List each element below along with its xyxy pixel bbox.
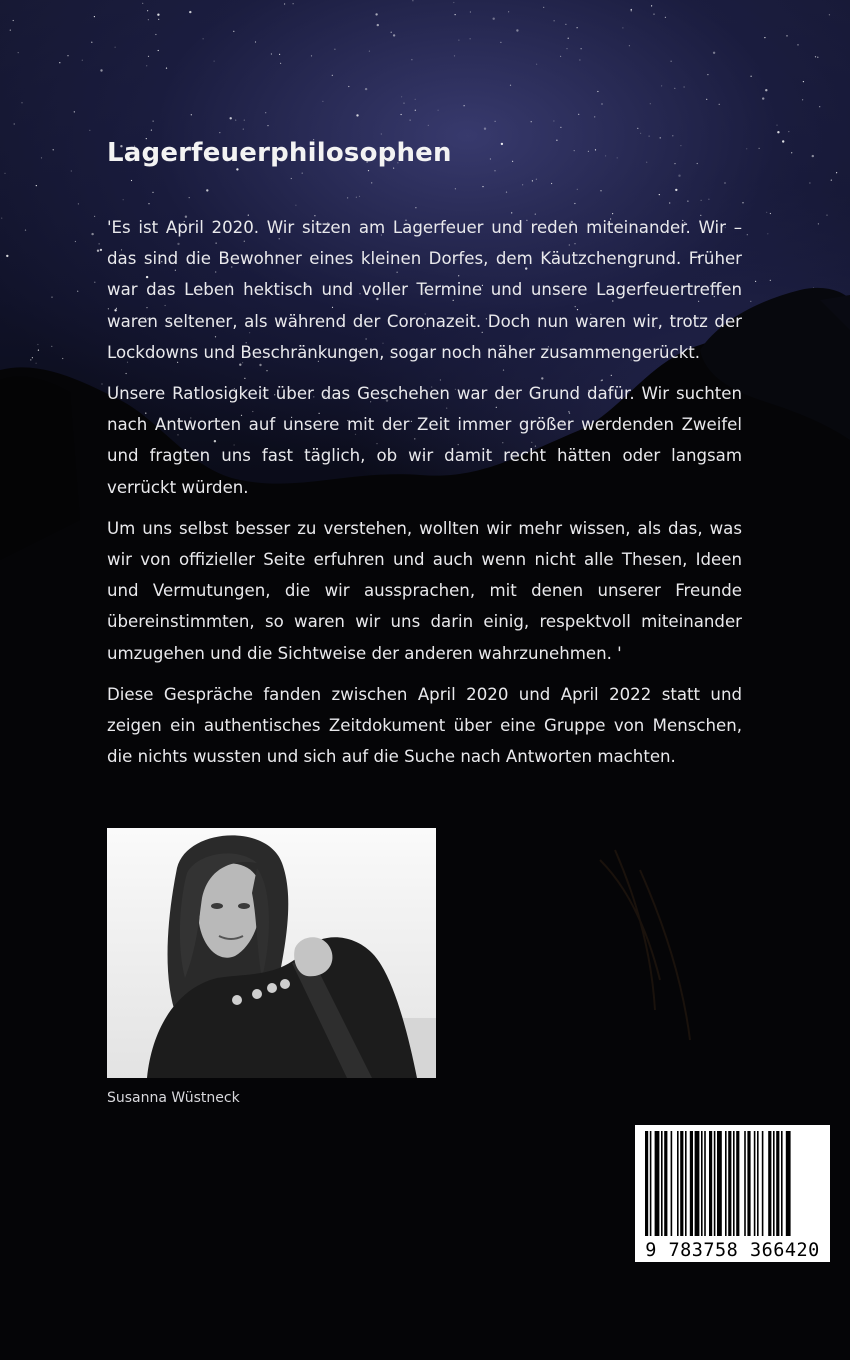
barcode [635,1125,830,1262]
barcode-bar [717,1131,722,1236]
isbn-number: 9 783758 366420 [645,1240,820,1261]
barcode-bar [725,1131,727,1236]
barcode-bar [776,1131,779,1236]
blurb-paragraph-2: Unsere Ratlosigkeit über das Geschehen war der Grund dafür. Wir suchten nach Antworten auf unsere mit der Zeit immer größer werdenden Zweifel und fragten uns fast täglich, ob wir damit recht hätten oder langsam verrückt würden. [107,384,742,497]
barcode-bar [664,1131,667,1236]
barcode-bar [680,1131,683,1236]
blurb-paragraph-3: Um uns selbst besser zu verstehen, wollten wir mehr wissen, als das, was wir von offizieller Seite erfuhren und auch wenn nicht alle Thesen, Ideen und Vermutungen, die wir aussprachen, mit denen unserer Freunde übereinstimmten, so waren wir uns darin einig, respektvoll miteinander umzugehen und die Sichtweise der anderen wahrzunehmen. ' [107,518,742,663]
barcode-bar [661,1131,663,1236]
barcode-bar [704,1131,706,1236]
blurb-paragraph-1: 'Es ist April 2020. Wir sitzen am Lagerfeuer und reden miteinander. Wir – das sind die Bewohner eines kleinen Dorfes, dem Käutzchengrund. Früher war das Leben hektisch und voller Termine und unsere Lagerfeuertreffen waren seltener, als während der Coronazeit. Doch nun waren wir, trotz der Lockdowns und Beschränkungen, sogar noch näher zusammengerückt. [107,218,742,362]
barcode-icon [635,1128,830,1240]
blurb [107,212,742,772]
barcode-bar [757,1131,759,1236]
barcode-bar [781,1131,783,1236]
author-caption: Susanna Wüstneck [107,1090,240,1106]
barcode-bar [671,1131,673,1236]
barcode-bar [655,1131,660,1236]
barcode-bar [736,1131,739,1236]
barcode-bar [695,1131,700,1236]
barcode-bar [645,1131,648,1236]
barcode-bar [786,1131,791,1236]
author-portrait-icon [107,828,436,1078]
barcode-bar [690,1131,693,1236]
barcode-bar [728,1131,731,1236]
barcode-bar [701,1131,703,1236]
barcode-bar [754,1131,756,1236]
barcode-bar [744,1131,746,1236]
barcode-bar [762,1131,764,1236]
blurb-paragraph-4: Diese Gespräche fanden zwischen April 2020 und April 2022 statt und zeigen ein authentisches Zeitdokument über eine Gruppe von Menschen, die nichts wussten und sich auf die Suche nach Antworten machten. [107,684,742,767]
barcode-bar [685,1131,687,1236]
barcode-bar [714,1131,716,1236]
barcode-bar [773,1131,775,1236]
author-photo [107,828,436,1078]
barcode-bar [650,1131,652,1236]
book-title: Lagerfeuerphilosophen [107,138,452,168]
barcode-bar [709,1131,712,1236]
barcode-bar [677,1131,679,1236]
barcode-bar [768,1131,771,1236]
barcode-bar [747,1131,750,1236]
barcode-bar [733,1131,735,1236]
